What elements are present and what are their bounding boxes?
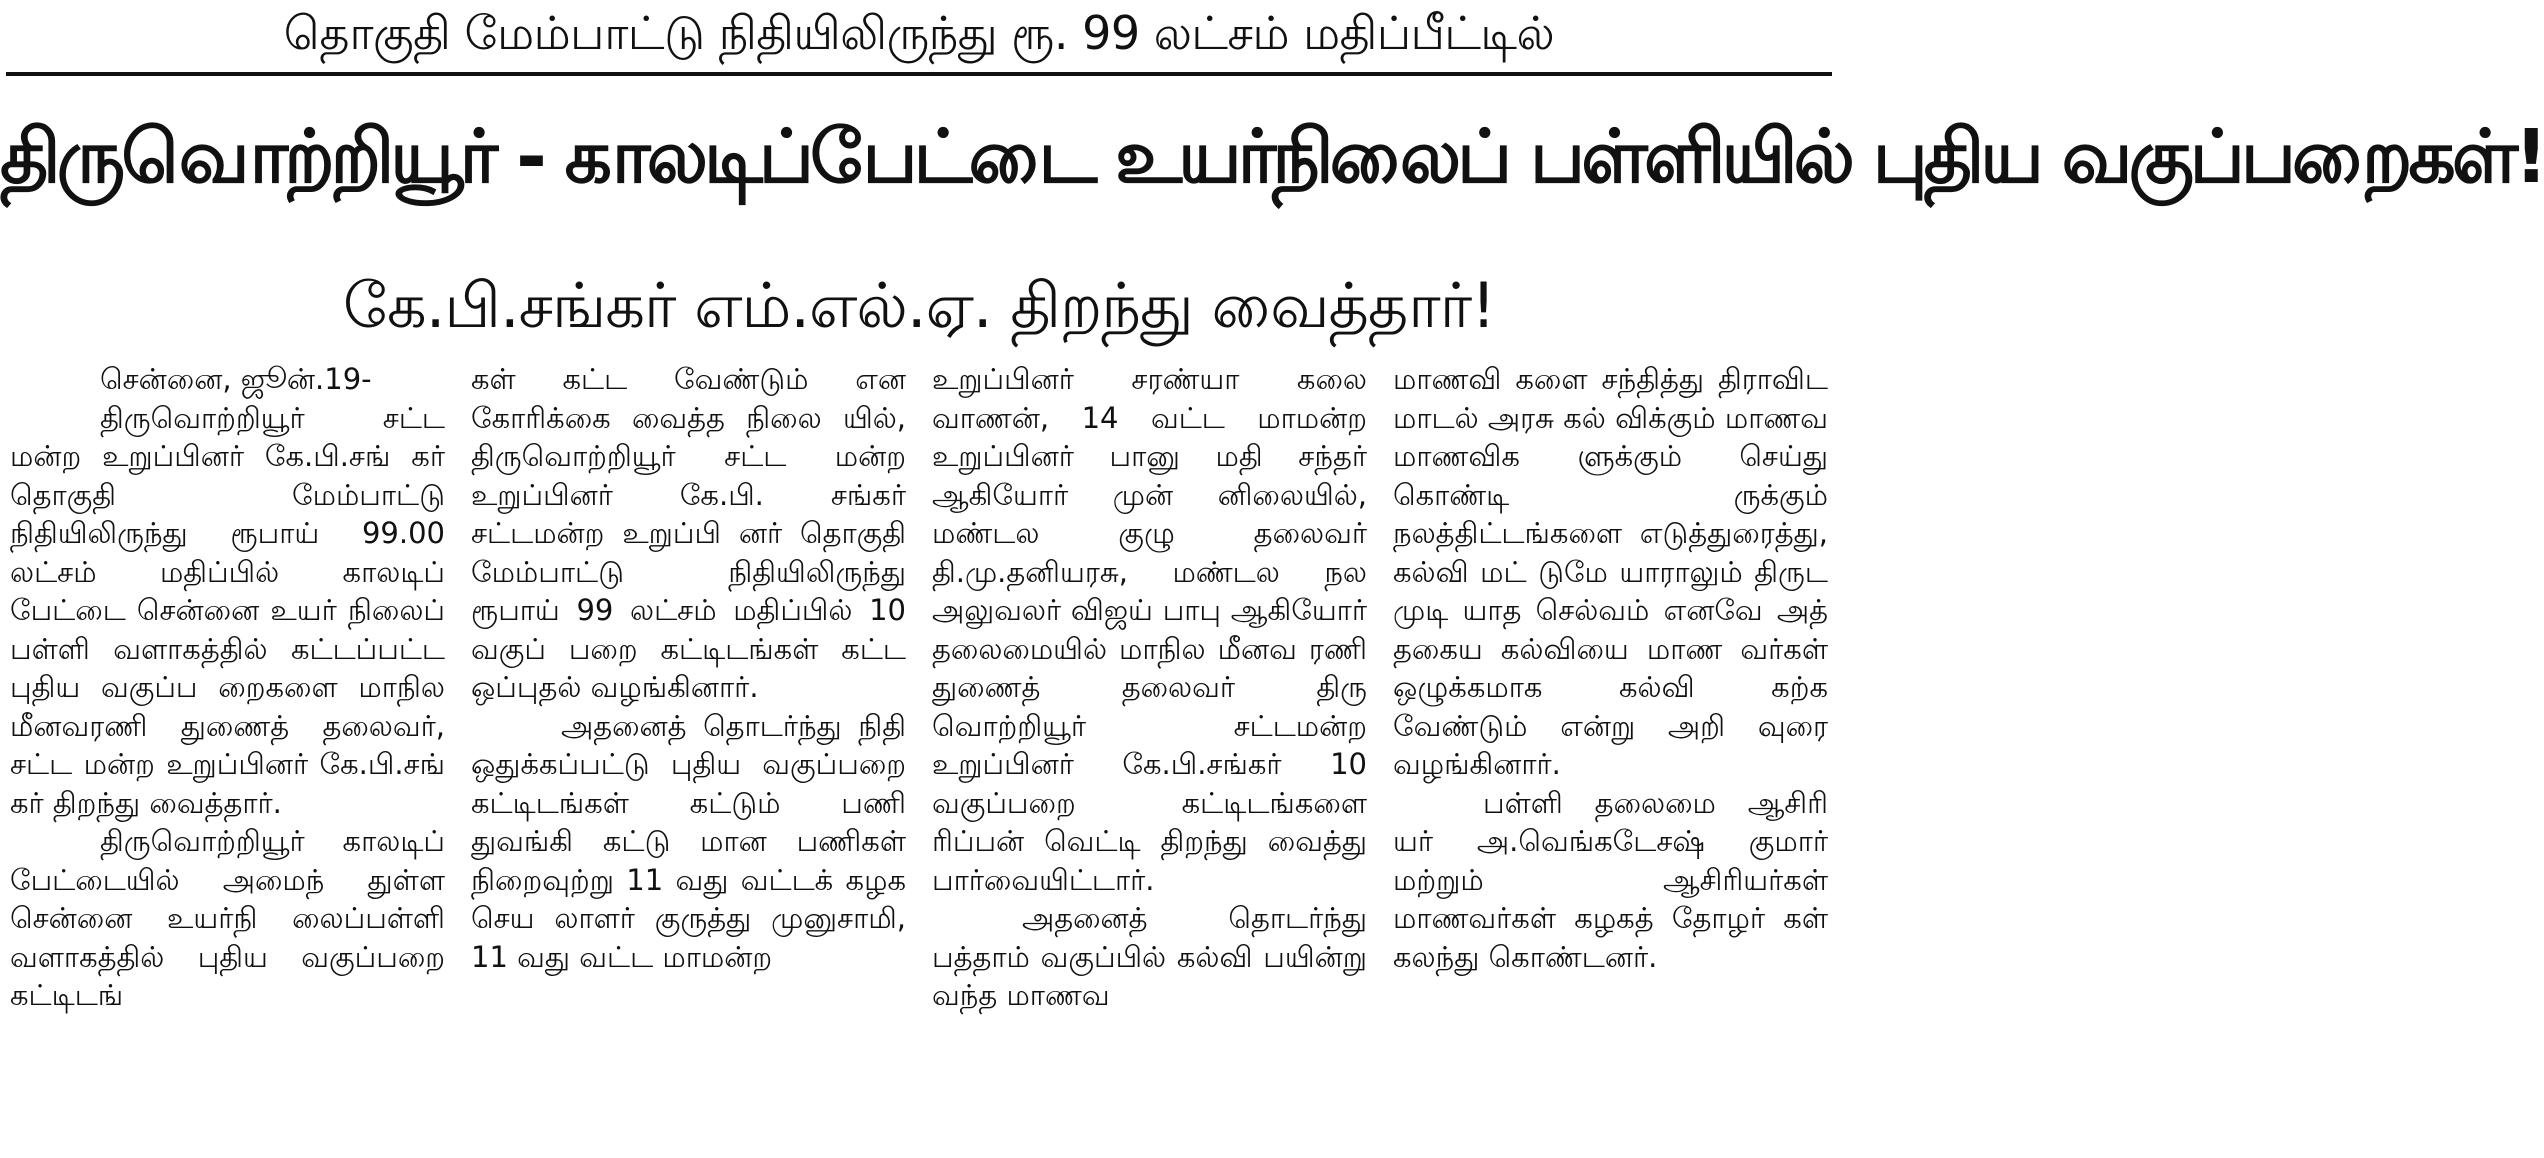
kicker-divider (6, 72, 1832, 76)
article-body (10, 360, 1828, 1154)
article-headline: திருவொற்றியூர் - காலடிப்பேட்டை உயர்நிலைப் பள்ளியில் புதிய வகுப்பறைகள்! (0, 114, 2544, 200)
column-2 (471, 360, 906, 1154)
paragraph: அதனைத் தொடர்ந்து நிதி ஒதுக்கப்பட்டு புதிய வகுப்பறை கட்டிடங்கள் கட்டும் பணி துவங்கி கட்டு மான பணிகள் நிறைவுற்று 11 வது வட்டக் கழக செய லாளர் குருத்து முனுசாமி, 11 வது வட்ட மாமன்ற (471, 708, 906, 974)
column-4 (1393, 360, 1828, 1154)
dateline: சென்னை, ஜூன்.19- (100, 362, 372, 396)
article-kicker: தொகுதி மேம்பாட்டு நிதியிலிருந்து ரூ. 99 லட்சம் மதிப்பீட்டில் (283, 6, 1555, 60)
article-subheadline: கே.பி.சங்கர் எம்.எல்.ஏ. திறந்து வைத்தார்! (343, 269, 1495, 342)
paragraph: கள் கட்ட வேண்டும் என கோரிக்கை வைத்த நிலை யில், திருவொற்றியூர் சட்ட மன்ற உறுப்பினர் கே.பி. சங்கர் சட்டமன்ற உறுப்பி னர் தொகுதி மேம்பாட்டு நிதியிலிருந்து ரூபாய் 99 லட்சம் மதிப்பில் 10 வகுப் பறை கட்டிடங்கள் கட்ட ஒப்புதல் வழங்கினார். (471, 362, 906, 704)
paragraph: பள்ளி தலைமை ஆசிரி யர் அ.வெங்கடேசஷ் குமார் மற்றும் ஆசிரியர்கள் மாணவர்கள் கழகத் தோழர் கள் கலந்து கொண்டனர். (1393, 785, 1828, 974)
paragraph: மாணவி களை சந்தித்து திராவிட மாடல் அரசு கல் விக்கும் மாணவ மாணவிக ளுக்கும் செய்து கொண்டி ருக்கும் நலத்திட்டங்களை எடுத்துரைத்து, கல்வி மட் டுமே யாராலும் திருட முடி யாத செல்வம் எனவே அத் தகைய கல்வியை மாண வர்கள் ஒழுக்கமாக கல்வி கற்க வேண்டும் என்று அறி வுரை வழங்கினார். (1393, 362, 1828, 781)
column-3 (932, 360, 1367, 1154)
paragraph: அதனைத் தொடர்ந்து பத்தாம் வகுப்பில் கல்வி பயின்று வந்த மாணவ (932, 901, 1367, 1012)
paragraph: திருவொற்றியூர் சட்ட மன்ற உறுப்பினர் கே.பி.சங் கர் தொகுதி மேம்பாட்டு நிதியிலிருந்து ரூபாய் 99.00 லட்சம் மதிப்பில் காலடிப் பேட்டை சென்னை உயர் நிலைப் பள்ளி வளாகத்தில் கட்டப்பட்ட புதிய வகுப்ப றைகளை மாநில மீனவரணி துணைத் தலைவர், சட்ட மன்ற உறுப்பினர் கே.பி.சங் கர் திறந்து வைத்தார். (10, 400, 445, 820)
column-1 (10, 360, 445, 1154)
paragraph: திருவொற்றியூர் காலடிப் பேட்டையில் அமைந் துள்ள சென்னை உயர்நி லைப்பள்ளி வளாகத்தில் புதிய வகுப்பறை கட்டிடங் (10, 824, 445, 1012)
paragraph: உறுப்பினர் சரண்யா கலை வாணன், 14 வட்ட மாமன்ற உறுப்பினர் பானு மதி சந்தர் ஆகியோர் முன் னிலையில், மண்டல குழு தலைவர் தி.மு.தனியரசு, மண்டல நல அலுவலர் விஜய் பாபு ஆகியோர் தலைமையில் மாநில மீனவ ரணி துணைத் தலைவர் திரு வொற்றியூர் சட்டமன்ற உறுப்பினர் கே.பி.சங்கர் 10 வகுப்பறை கட்டிடங்களை ரிப்பன் வெட்டி திறந்து வைத்து பார்வையிட்டார். (932, 362, 1367, 897)
